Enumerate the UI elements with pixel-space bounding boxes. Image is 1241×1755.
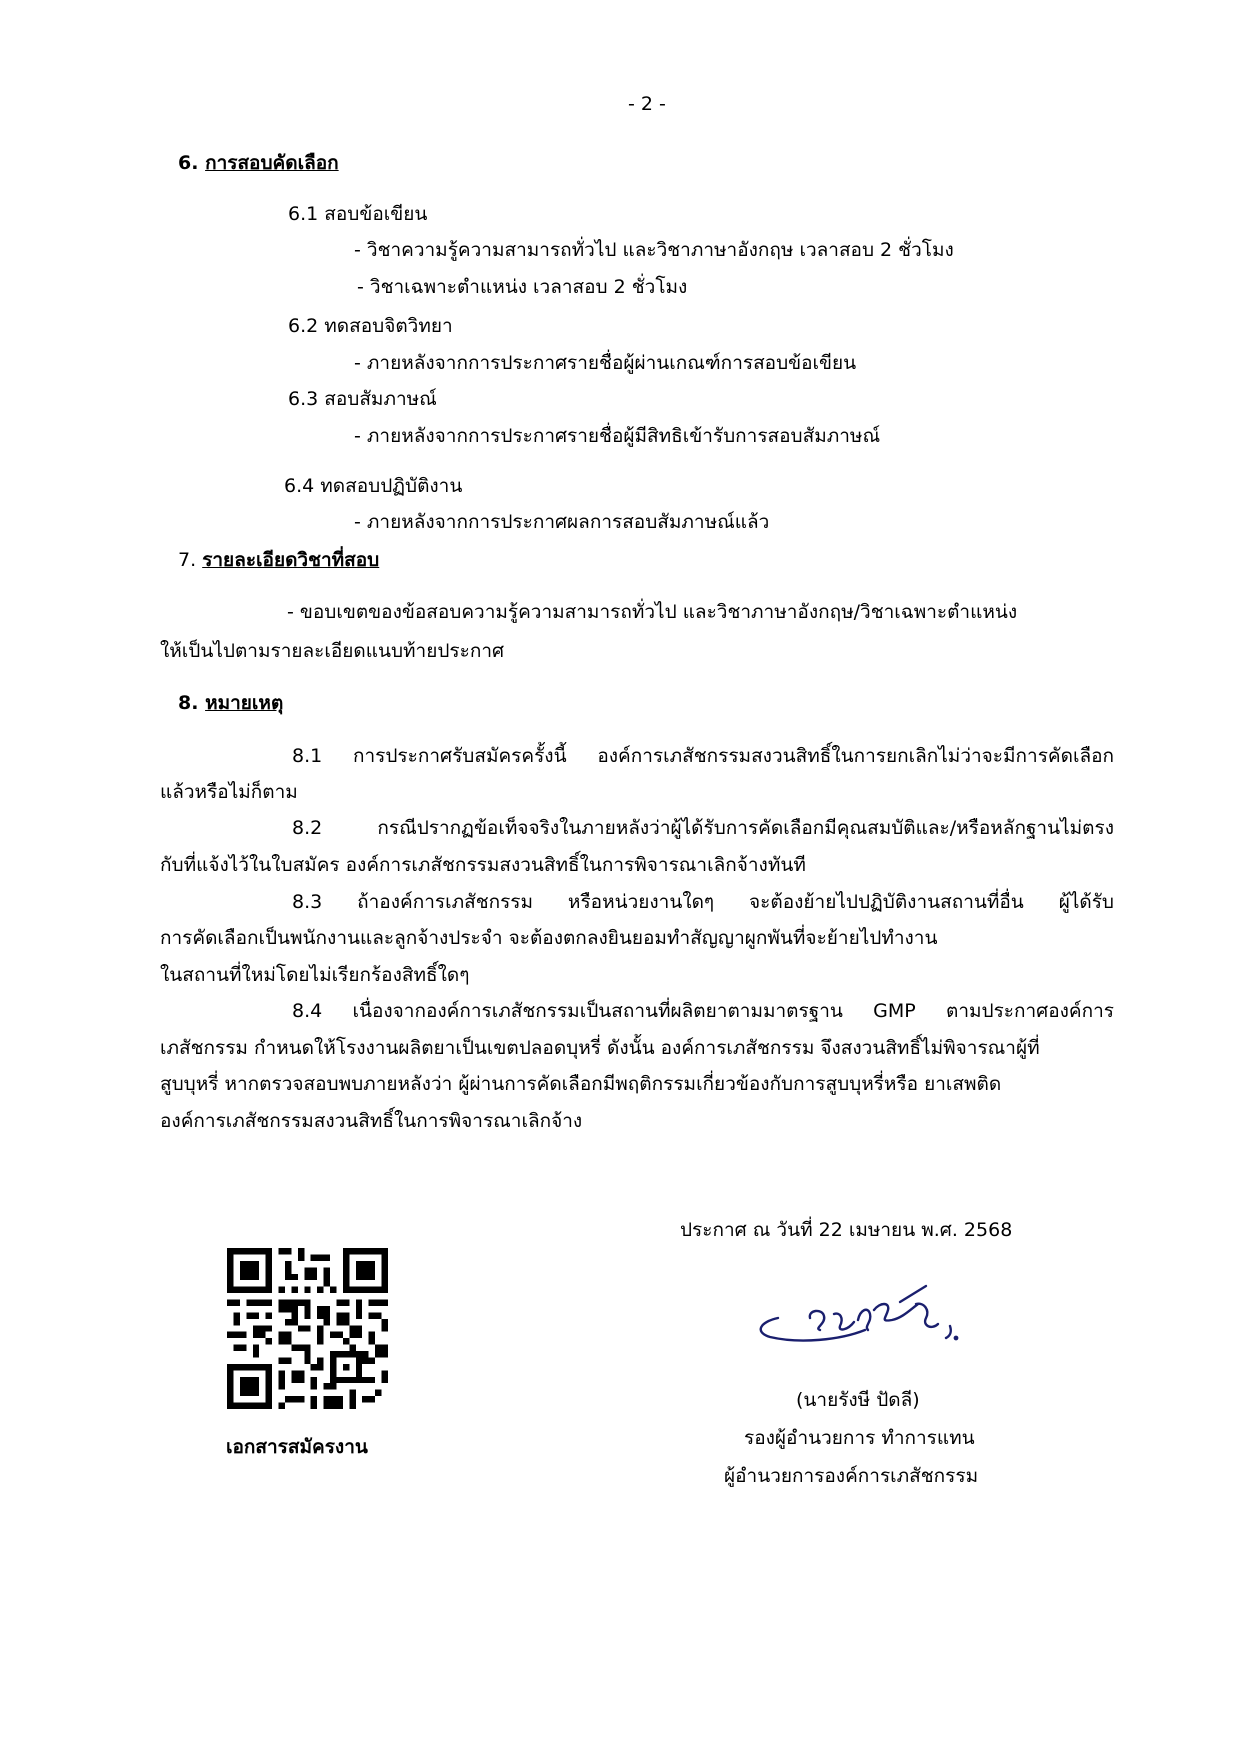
announce-date: ประกาศ ณ วันที่ 22 เมษายน พ.ศ. 2568 xyxy=(680,1219,1013,1241)
item-6-3-sub-1: - ภายหลังจากการประกาศรายชื่อผู้มีสิทธิเข้ารับการสอบสัมภาษณ์ xyxy=(354,425,881,447)
para-8-3-line-3: ในสถานที่ใหม่โดยไม่เรียกร้องสิทธิ์ใดๆ xyxy=(160,964,470,986)
section-7-line-2: ให้เป็นไปตามรายละเอียดแนบท้ายประกาศ xyxy=(160,640,505,662)
item-6-1-label: 6.1 สอบข้อเขียน xyxy=(288,203,428,225)
section-7-heading xyxy=(178,547,379,573)
item-6-1-sub-1: - วิชาความรู้ความสามารถทั่วไป และวิชาภาษาอังกฤษ เวลาสอบ 2 ชั่วโมง xyxy=(354,239,954,261)
item-6-4-label: 6.4 ทดสอบปฏิบัติงาน xyxy=(284,475,463,497)
signatory-name: (นายรังษี ปัดลี) xyxy=(796,1389,920,1411)
para-8-4-line-1: 8.4 เนื่องจากองค์การเภสัชกรรมเป็นสถานที่ผลิตยาตามมาตรฐาน GMP ตามประกาศองค์การ xyxy=(292,1000,1114,1022)
section-7-title: รายละเอียดวิชาที่สอบ xyxy=(202,549,380,571)
item-6-4-sub-1: - ภายหลังจากการประกาศผลการสอบสัมภาษณ์แล้ว xyxy=(354,511,770,533)
item-6-2-label: 6.2 ทดสอบจิตวิทยา xyxy=(288,315,453,337)
para-8-3-line-1: 8.3 ถ้าองค์การเภสัชกรรม หรือหน่วยงานใดๆ จะต้องย้ายไปปฏิบัติงานสถานที่อื่น ผู้ได้รับ xyxy=(292,891,1114,913)
item-6-2-sub-1: - ภายหลังจากการประกาศรายชื่อผู้ผ่านเกณฑ์การสอบข้อเขียน xyxy=(354,352,857,374)
section-8-number: 8. xyxy=(178,692,199,714)
para-8-2-line-1: 8.2 กรณีปรากฏข้อเท็จจริงในภายหลังว่าผู้ได้รับการคัดเลือกมีคุณสมบัติและ/หรือหลักฐานไม่ตรง xyxy=(292,817,1114,839)
signatory-title-2: ผู้อำนวยการองค์การเภสัชกรรม xyxy=(724,1465,979,1487)
page-number: - 2 - xyxy=(628,93,666,115)
section-7-line-1: - ขอบเขตของข้อสอบความรู้ความสามารถทั่วไป และวิชาภาษาอังกฤษ/วิชาเฉพาะตำแหน่ง xyxy=(287,601,1018,623)
para-8-4-line-3: สูบบุหรี่ หากตรวจสอบพบภายหลังว่า ผู้ผ่านการคัดเลือกมีพฤติกรรมเกี่ยวข้องกับการสูบบุหรี่หรือ ยาเสพติด xyxy=(160,1073,1002,1095)
para-8-3-line-2: การคัดเลือกเป็นพนักงานและลูกจ้างประจำ จะต้องตกลงยินยอมทำสัญญาผูกพันที่จะย้ายไปทำงาน xyxy=(160,927,938,949)
qr-code-icon[interactable] xyxy=(227,1248,388,1409)
para-8-1-line-1: 8.1 การประกาศรับสมัครครั้งนี้ องค์การเภสัชกรรมสงวนสิทธิ์ในการยกเลิกไม่ว่าจะมีการคัดเลือก xyxy=(292,745,1114,767)
item-6-3-label: 6.3 สอบสัมภาษณ์ xyxy=(288,388,437,410)
section-6-title: การสอบคัดเลือก xyxy=(205,152,339,174)
section-7-number: 7. xyxy=(178,549,197,571)
para-8-4-line-4: องค์การเภสัชกรรมสงวนสิทธิ์ในการพิจารณาเลิกจ้าง xyxy=(160,1110,583,1132)
qr-caption: เอกสารสมัครงาน xyxy=(226,1436,368,1458)
signatory-title-1: รองผู้อำนวยการ ทำการแทน xyxy=(744,1427,975,1449)
signature-image xyxy=(750,1280,970,1360)
section-6-number: 6. xyxy=(178,152,199,174)
para-8-4-line-2: เภสัชกรรม กำหนดให้โรงงานผลิตยาเป็นเขตปลอดบุหรี่ ดังนั้น องค์การเภสัชกรรม จึงสงวนสิทธิ์ไม่พิจารณาผู้ที่ xyxy=(160,1037,1040,1059)
para-8-1-line-2: แล้วหรือไม่ก็ตาม xyxy=(160,781,298,803)
section-6-heading xyxy=(178,150,339,176)
section-8-title: หมายเหตุ xyxy=(205,692,284,714)
para-8-2-line-2: กับที่แจ้งไว้ในใบสมัคร องค์การเภสัชกรรมสงวนสิทธิ์ในการพิจารณาเลิกจ้างทันที xyxy=(160,854,806,876)
item-6-1-sub-2: - วิชาเฉพาะตำแหน่ง เวลาสอบ 2 ชั่วโมง xyxy=(357,276,688,298)
section-8-heading xyxy=(178,690,283,716)
